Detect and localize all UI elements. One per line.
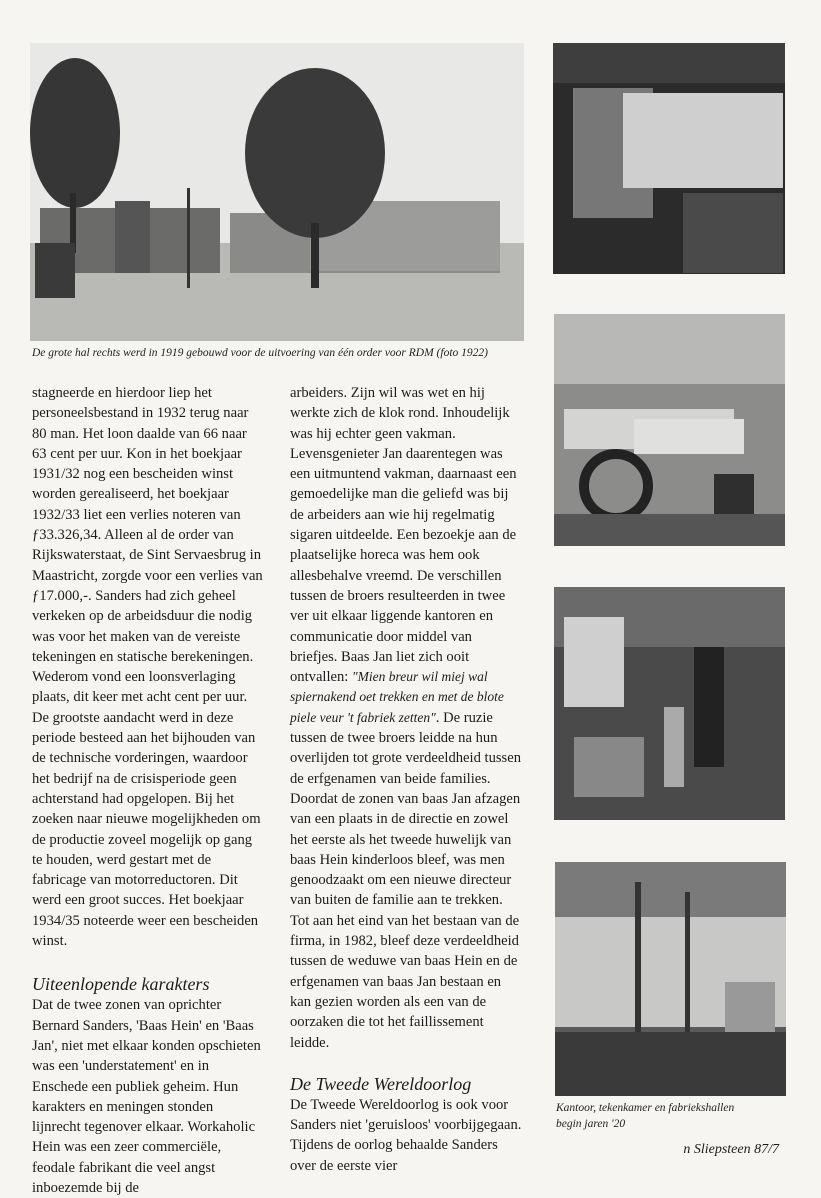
top-photo-caption: De grote hal rechts werd in 1919 gebouwd voor de uitvoering van één order voor RDM (foto 1922) bbox=[32, 347, 488, 359]
page-folio: n Sliepsteen 87/7 bbox=[683, 1142, 779, 1157]
column2-paragraph1-start: arbeiders. Zijn wil was wet en hij werkte zich de klok rond. Inhoudelijk was hij echter geen vakman. Levensgenieter Jan daarentegen was een uitmuntend vakman, daarnaast een gemoedelijke man die geliefd was bij de arbeiders aan wie hij regelmatig sigaren uitdeelde. Een bezoekje aan de plaatselijke horeca was hem ook allesbehalve vreemd. De verschillen tussen de broers resulteerden in twee ver uit elkaar liggende kantoren en communicatie door middel van briefjes. Baas Jan liet zich ooit ontvallen: bbox=[290, 385, 517, 686]
factory-hall-image bbox=[554, 587, 785, 820]
side-photos-caption-line1: Kantoor, tekenkamer en fabriekshallen bbox=[556, 1102, 735, 1114]
column2-paragraph1 bbox=[290, 383, 522, 1053]
heading-uiteenlopende-karakters: Uiteenlopende karakters bbox=[32, 974, 210, 995]
drawing-room-image bbox=[554, 314, 785, 546]
office-interior-image bbox=[553, 43, 785, 274]
office-photo bbox=[553, 43, 785, 274]
large-hall-photo bbox=[555, 862, 786, 1096]
column2-paragraph1-end: . De ruzie tussen de twee broers leidde na hun overlijden tot grote verdeeldheid tussen de erfgenamen van beide families. Doordat de zonen van baas Jan afzagen van een plaats in de directie en zowel het eerste als het tweede huwelijk van baas Hein kinderloos bleef, was men genoodzaakt om een nieuwe directeur van buiten de familie aan te trekken. Tot aan het eind van het bestaan van de firma, in 1982, bleef deze verdeeldheid tussen de weduwe van baas Hein en de erfgenamen van baas Jan bestaan en kan gezien worden als een van de oorzaken die tot het faillissement leidde. bbox=[290, 709, 521, 1051]
column1-paragraph2: Dat de twee zonen van oprichter Bernard Sanders, 'Baas Hein' en 'Baas Jan', niet met elkaar konden opschieten was een 'understatement' en in Enschede een publiek geheim. Hun karakters en meningen stonden lijnrecht tegenover elkaar. Workaholic Hein was een zeer commerciële, feodale fabrikant die veel angst inboezemde bij de bbox=[32, 997, 261, 1196]
large-hall-image bbox=[555, 862, 786, 1096]
column1-paragraph1: stagneerde en hierdoor liep het personeelsbestand in 1932 terug naar 80 man. Het loon daalde van 66 naar 63 cent per uur. Kon in het boekjaar 1931/32 nog een bescheiden winst worden gerealiseerd, het boekjaar 1932/33 liet een verlies noteren van ƒ33.326,34. Alleen al de order van Rijkswaterstaat, de Sint Servaesbrug in Maastricht, zorgde voor een verlies van ƒ17.000,-. Sanders had zich geheel verkeken op de arbeidsduur die nodig was voor het maken van de vereiste tekeningen en statische berekeningen. Wederom vond een loonsverlaging plaats, dit keer met acht cent per uur. De grootste aandacht werd in deze periode besteed aan het bijhouden van de technische vorderingen, waardoor het bedrijf na de crisisperiode geen achterstand had opgelopen. Bij het zoeken naar nieuwe mogelijkheden om de productie zoveel mogelijk op gang te houden, werd gestart met de fabricage van motorreductoren. Dit werd een groot succes. Het boekjaar 1934/35 noteerde weer een bescheiden winst. bbox=[32, 385, 263, 950]
column2-paragraph2: De Tweede Wereldoorlog is ook voor Sanders niet 'geruisloos' voorbijgegaan. Tijdens de oorlog behaalde Sanders over de eerste vier bbox=[290, 1096, 522, 1174]
text-column-1 bbox=[32, 383, 264, 1198]
factory-hall-photo bbox=[554, 587, 785, 820]
factory-exterior-image bbox=[30, 43, 524, 341]
dialect-quote: "Mien breur wil miej wal spiernakend oet trekken en met de blote piele veur 't fabriek zetten" bbox=[290, 669, 504, 725]
drawing-room-photo bbox=[554, 314, 785, 546]
side-photos-caption bbox=[556, 1100, 796, 1132]
text-column-2 bbox=[290, 383, 522, 1176]
heading-de-tweede-wereldoorlog: De Tweede Wereldoorlog bbox=[290, 1073, 472, 1094]
side-photos-caption-line2: begin jaren '20 bbox=[556, 1118, 626, 1130]
top-photo bbox=[30, 43, 524, 341]
